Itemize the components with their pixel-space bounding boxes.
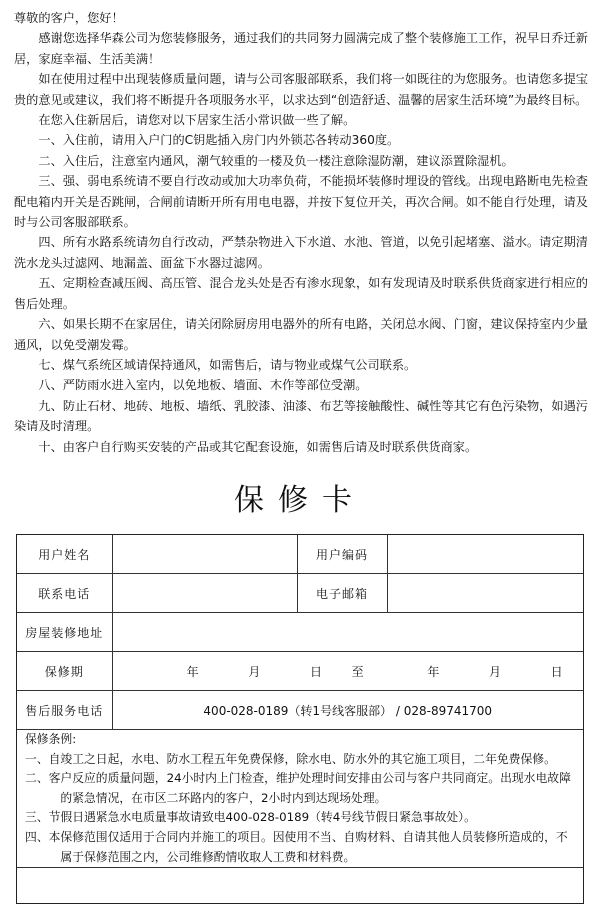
service-phone: 400-028-0189（转1号线客服部） / 028-89741700 xyxy=(112,691,583,730)
greeting: 尊敬的客户，您好！ xyxy=(14,11,124,25)
warranty-form xyxy=(17,535,583,868)
terms-item: 三、节假日遇紧急水电质量事故请致电400-028-0189（转4号线节假日紧急事故处）。 xyxy=(25,810,476,825)
letter-item: 四、所有水路系统请勿自行改动，严禁杂物进入下水道、水池、管道，以免引起堵塞、溢水。请定期清洗水龙头过滤网、地漏盖、面盆下水器过滤网。 xyxy=(14,235,588,270)
date-year: 年 xyxy=(427,664,442,679)
form-row xyxy=(17,730,583,868)
date-day: 日 xyxy=(309,664,324,679)
letter-item: 三、强、弱电系统请不要自行改动或加大功率负荷，不能损坏装修时埋设的管线。出现电路断电先检查配电箱内开关是否跳闸，合闸前请断开所有用电电器，并按下复位开关，再次合闸。如不能自行处理，请及时与公司客服部联系。 xyxy=(14,174,588,230)
phone-field[interactable] xyxy=(112,574,297,613)
email-field[interactable] xyxy=(387,574,583,613)
name-field[interactable] xyxy=(112,535,297,574)
form-row xyxy=(17,691,583,730)
date-day: 日 xyxy=(550,664,565,679)
form-row xyxy=(17,613,583,652)
letter-paragraph: 在您入住新居后，请您对以下居家生活小常识做一些了解。 xyxy=(38,113,356,128)
terms-item: 二、客户反应的质量问题，24小时内上门检查，维护处理时间安排由公司与客户共同商定。出现水电故障的紧急情况，在市区二环路内的客户，2小时内到达现场处理。 xyxy=(25,771,571,805)
letter-paragraph: 如在使用过程中出现装修质量问题，请与公司客服部联系，我们将一如既往的为您服务。也请您多提宝贵的意见或建议，我们将不断提升各项服务水平，以求达到“创造舒适、温馨的居家生活环境”为最终目标。 xyxy=(14,72,588,107)
terms-section xyxy=(17,730,583,868)
service-label: 售后服务电话 xyxy=(17,691,112,730)
address-label: 房屋装修地址 xyxy=(17,613,112,652)
terms-title: 保修条例: xyxy=(25,732,77,746)
letter-section xyxy=(14,8,588,457)
code-label: 用户编码 xyxy=(297,535,387,574)
period-field[interactable] xyxy=(112,652,583,691)
letter-item: 一、入住前，请用入户门的C钥匙插入房门内外锁芯各转动360度。 xyxy=(38,133,400,148)
letter-item: 七、煤气系统区域请保持通风，如需售后，请与物业或煤气公司联系。 xyxy=(38,357,417,372)
date-to: 至 xyxy=(351,664,366,679)
letter-item: 九、防止石材、地砖、地板、墙纸、乳胶漆、油漆、布艺等接触酸性、碱性等其它有色污染物，如遇污染请及时清理。 xyxy=(14,398,588,434)
email-label: 电子邮箱 xyxy=(297,574,387,613)
form-row xyxy=(17,574,583,613)
warranty-card xyxy=(16,534,584,904)
letter-paragraph: 感谢您选择华森公司为您装修服务，通过我们的共同努力圆满完成了整个装修施工工作，祝早日乔迁新居，家庭幸福、生活美满！ xyxy=(14,31,588,66)
date-month: 月 xyxy=(489,664,504,679)
code-field[interactable] xyxy=(387,535,583,574)
terms-item: 四、本保修范围仅适用于合同内并施工的项目。因使用不当、自购材料、自请其他人员装修所造成的，不属于保修范围之内，公司维修酌情收取人工费和材料费。 xyxy=(25,829,568,864)
letter-item: 六、如果长期不在家居住，请关闭除厨房用电器外的所有电路，关闭总水阀、门窗，建议保持室内少量通风，以免受潮发霉。 xyxy=(14,317,588,352)
period-label: 保修期 xyxy=(17,652,112,691)
name-label: 用户姓名 xyxy=(17,535,112,574)
letter-item: 八、严防雨水进入室内，以免地板、墙面、木作等部位受潮。 xyxy=(38,378,368,393)
phone-label: 联系电话 xyxy=(17,574,112,613)
letter-item: 二、入住后，注意室内通风，潮气较重的一楼及负一楼注意除湿防潮，建议添置除湿机。 xyxy=(38,153,514,168)
date-month: 月 xyxy=(248,664,263,679)
letter-item: 十、由客户自行购买安装的产品或其它配套设施，如需售后请及时联系供货商家。 xyxy=(38,439,478,454)
terms-item: 一、自竣工之日起，水电、防水工程五年免费保修，除水电、防水外的其它施工项目，二年免费保修。 xyxy=(25,751,556,766)
card-title: 保修卡 xyxy=(234,483,366,518)
form-row xyxy=(17,535,583,574)
form-row xyxy=(17,652,583,691)
date-year: 年 xyxy=(186,664,201,679)
address-field[interactable] xyxy=(112,613,583,652)
letter-item: 五、定期检查减压阀、高压管、混合龙头处是否有渗水现象，如有发现请及时联系供货商家进行相应的售后处理。 xyxy=(14,276,588,311)
